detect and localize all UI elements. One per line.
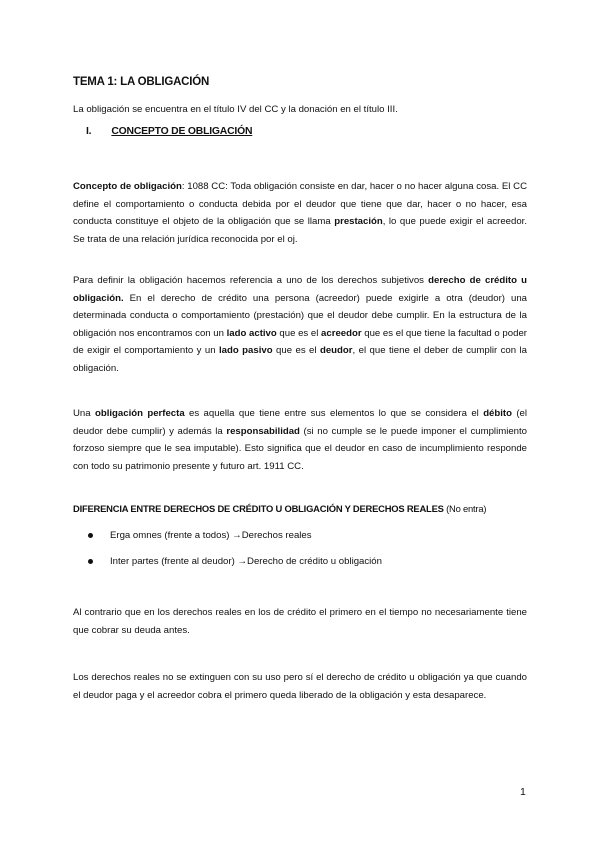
bold-term: obligación perfecta bbox=[94, 408, 185, 419]
bullet-icon bbox=[88, 559, 93, 564]
paragraph-text: : 1088 CC: Toda obligación consiste en dar, hacer o no hacer alguna cosa. El CC define el comportamiento o conducta debida por el deudor que tiene que dar, hacer o no hacer, esa conducta constituye el objeto de la obligación que se llama bbox=[73, 181, 528, 227]
paragraph-concepto bbox=[73, 178, 527, 248]
diferencia-note: (No entra) bbox=[443, 503, 487, 514]
list-item bbox=[88, 530, 312, 541]
paragraph-text: Una bbox=[73, 408, 95, 419]
paragraph-definicion bbox=[73, 272, 527, 377]
term-concepto: Concepto de obligación bbox=[73, 181, 182, 192]
diferencia-heading-text: DIFERENCIA ENTRE DERECHOS DE CRÉDITO U OBLIGACIÓN Y DERECHOS REALES bbox=[73, 503, 444, 514]
paragraph-text: que es el bbox=[272, 345, 320, 356]
paragraph-text: que es el bbox=[276, 327, 322, 339]
list-item-text: Erga omnes (frente a todos) →Derechos reales bbox=[110, 530, 312, 541]
paragraph-obligacion-perfecta bbox=[73, 405, 527, 475]
bold-term: responsabilidad bbox=[226, 425, 300, 437]
bullet-icon bbox=[88, 533, 93, 538]
intro-line: La obligación se encuentra en el título IV del CC y la donación en el título III. bbox=[73, 104, 398, 115]
paragraph-contrario: Al contrario que en los derechos reales en los de crédito el primero en el tiempo no necesariamente tiene que cobrar su deuda antes. bbox=[73, 607, 527, 636]
bold-term: derecho de crédito u obligación. bbox=[73, 275, 528, 304]
bold-term: débito bbox=[483, 408, 512, 419]
term-prestacion: prestación bbox=[334, 216, 383, 227]
page-number: 1 bbox=[520, 786, 526, 798]
paragraph-text: Para definir la obligación hacemos referencia a uno de los derechos subjetivos bbox=[73, 275, 429, 286]
bold-term: lado pasivo bbox=[219, 345, 273, 356]
bold-term: deudor bbox=[319, 345, 353, 356]
paragraph-text: es aquella que tiene entre sus elementos lo que se considera el bbox=[184, 408, 484, 419]
list-item bbox=[88, 556, 382, 567]
paragraph-text: , lo que puede exigir el acreedor. Se trata de una relación jurídica reconocida por el oj. bbox=[73, 216, 527, 245]
section-label: CONCEPTO DE OBLIGACIÓN bbox=[111, 126, 253, 137]
paragraph-text: (el deudor debe cumplir) y además la bbox=[73, 408, 528, 437]
list-item-text: Inter partes (frente al deudor) →Derecho de crédito u obligación bbox=[110, 556, 382, 567]
paragraph-text: En el derecho de crédito una persona (acreedor) puede exigirle a otra (deudor) una determinada conducta o comportamiento (prestación) que el deudor debe cumplir. En la estructura de la obligación nos encontramos con un bbox=[73, 292, 527, 339]
paragraph-extincion: Los derechos reales no se extinguen con su uso pero sí el derecho de crédito u obligación ya que cuando el deudor paga y el acreedor cobra el primero queda liberado de la obligación y esta desaparece. bbox=[73, 672, 527, 701]
section-number: I. bbox=[86, 126, 92, 137]
bold-term: acreedor bbox=[321, 327, 362, 339]
paragraph-text: (si no cumple se le puede imponer el cumplimiento forzoso siempre que le sea imputable). Esto significa que el deudor en caso de incumplimiento responde con todo su patrimonio presente y futuro art. 1911 CC. bbox=[73, 425, 527, 472]
section-heading bbox=[86, 126, 252, 137]
paragraph-text: que es el que tiene la facultad o poder de exigir el comportamiento y un bbox=[73, 327, 527, 356]
bold-term: lado activo bbox=[226, 327, 277, 339]
document-title: TEMA 1: LA OBLIGACIÓN bbox=[73, 76, 210, 88]
paragraph-text: , el que tiene el deber de cumplir con la obligación. bbox=[73, 345, 527, 374]
diferencia-heading bbox=[73, 503, 486, 514]
